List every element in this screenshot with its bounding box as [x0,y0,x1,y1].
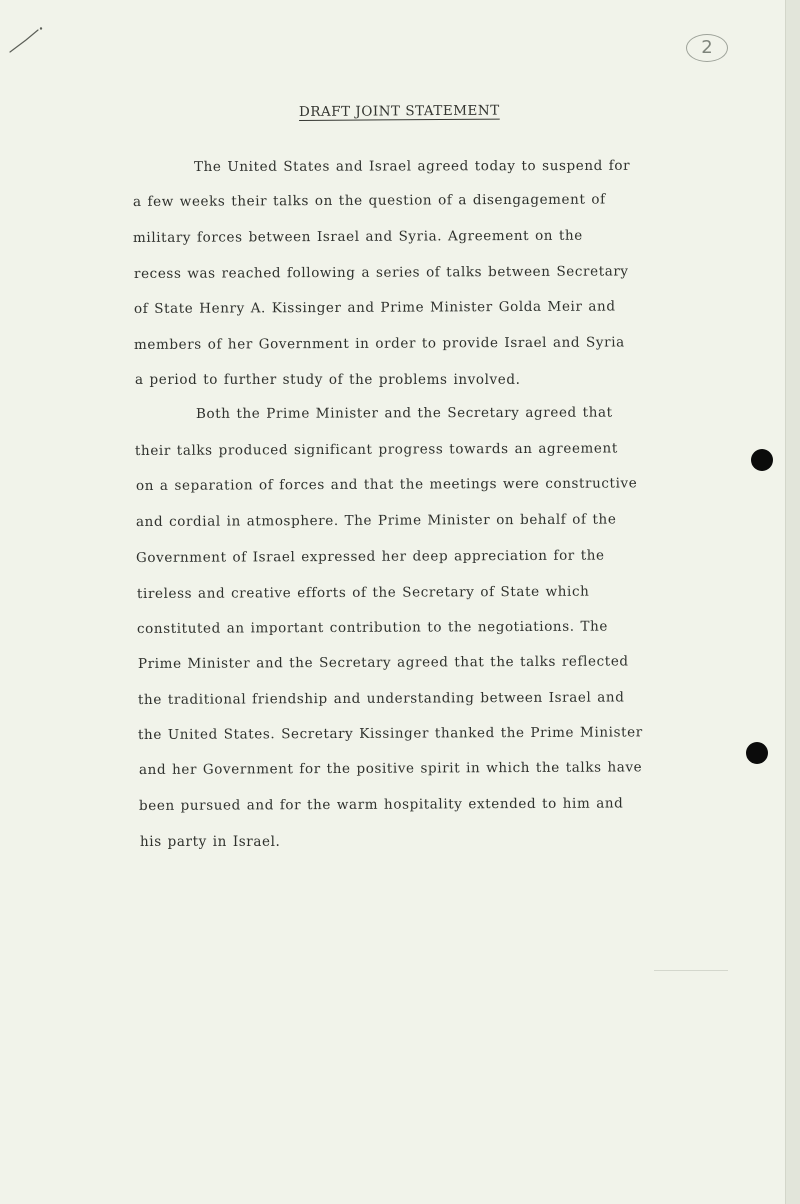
page-number: 2 [686,34,728,62]
text-line: on a separation of forces and that the meetings were constructive [135,475,638,494]
text-line: Government of Israel expressed her deep appreciation for the [135,547,605,566]
text-line: recess was reached following a series of talks between Secretary [133,263,629,282]
text-line: a few weeks their talks on the question of a disengagement of [132,191,606,210]
text-line: Prime Minister and the Secretary agreed that the talks reflected [137,653,629,672]
text-line: been pursued and for the warm hospitality extended to him and [138,795,624,814]
text-line: military forces between Israel and Syria. Agreement on the [132,227,583,246]
text-line: and her Government for the positive spirit in which the talks have [138,759,643,778]
punch-hole [751,449,773,471]
text-line: a period to further study of the problems involved. [135,372,521,388]
paper-crease [654,970,728,971]
text-line: their talks produced significant progress towards an agreement [134,440,618,459]
text-line: the traditional friendship and understanding between Israel and [137,689,625,708]
text-line: tireless and creative efforts of the Secretary of State which [136,583,590,602]
text-line: his party in Israel. [140,834,281,850]
text-line: constituted an important contribution to the negotiations. The [136,618,609,637]
text-line: members of her Government in order to provide Israel and Syria [133,334,625,353]
page-edge [785,0,800,1204]
text-line: and cordial in atmosphere. The Prime Minister on behalf of the [135,511,617,530]
text-line: The United States and Israel agreed today to suspend for [193,157,631,175]
pen-mark-icon [8,26,44,54]
text-line: Both the Prime Minister and the Secretary agreed that [195,404,613,422]
punch-hole [746,742,768,764]
text-line: of State Henry A. Kissinger and Prime Minister Golda Meir and [133,298,616,317]
text-line: the United States. Secretary Kissinger thanked the Prime Minister [137,724,643,743]
document-title: DRAFT JOINT STATEMENT [298,102,500,120]
